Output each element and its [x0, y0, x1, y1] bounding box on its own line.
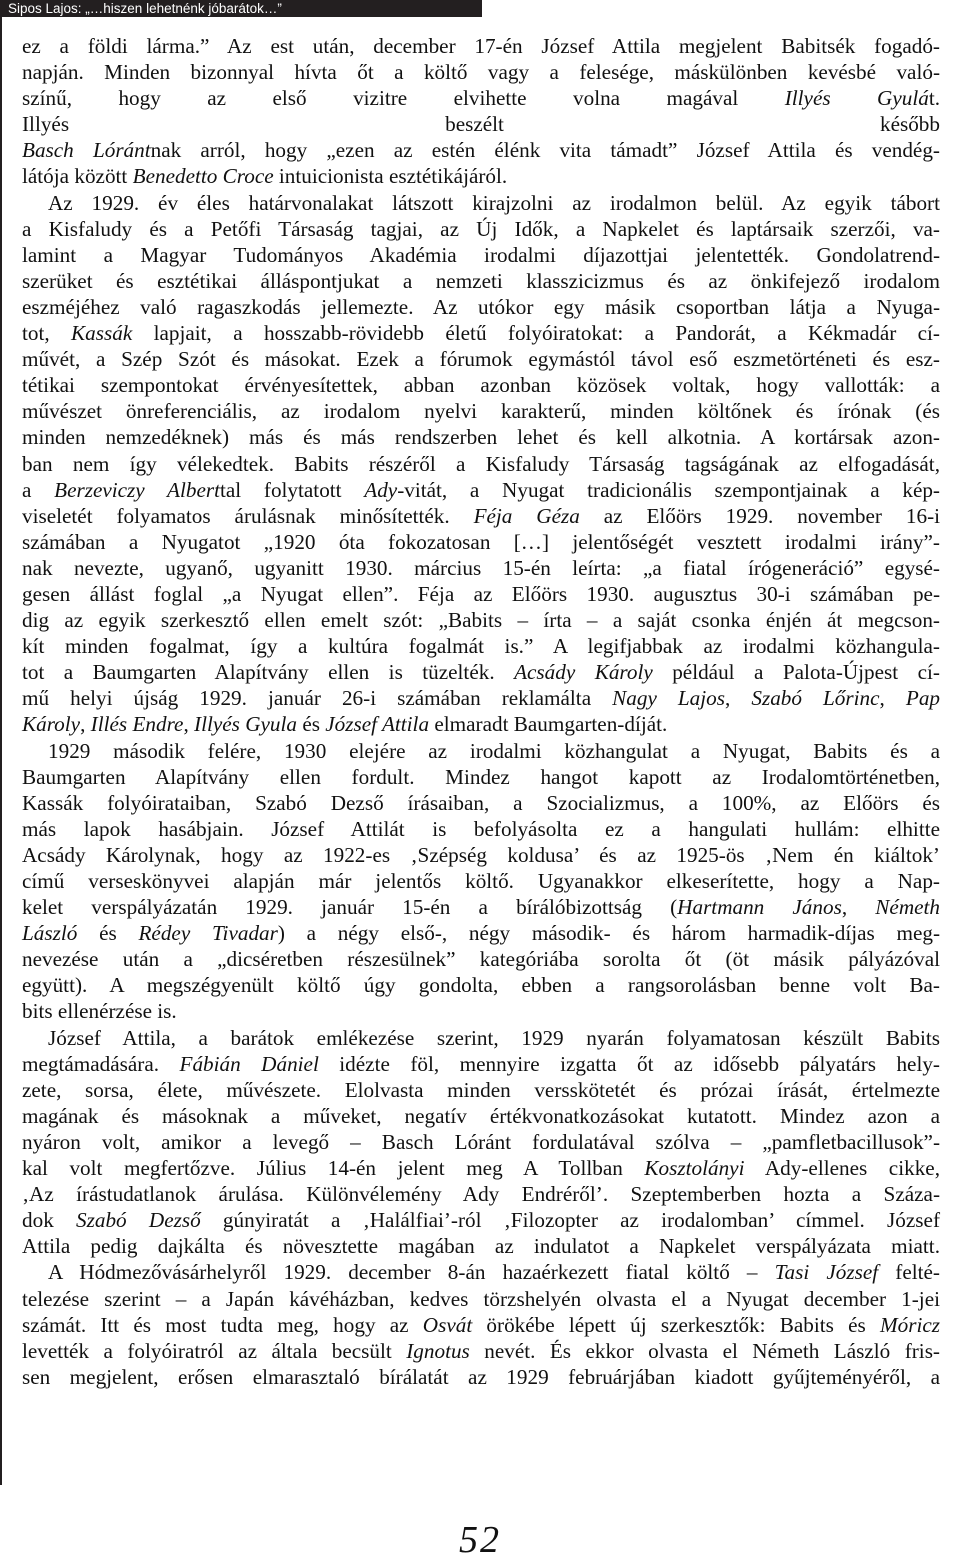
- text-line: [22, 764, 940, 790]
- italic-text-run: Szabó Lőrinc: [751, 686, 880, 711]
- text-line: [22, 998, 940, 1024]
- text-run: nak nevezte, ugyanő, ugyanitt 1930. március 15-én leírta: „a fiatal írógeneráció” egysé-: [22, 555, 940, 580]
- italic-text-run: Rédey Tivadar: [138, 921, 278, 946]
- text-line: [22, 294, 940, 320]
- text-run: levették a folyóiratról az általa becsült: [22, 1338, 407, 1363]
- text-run: Acsády Károlynak, hogy az 1922-es ‚Szépség koldusa’ és az 1925-ös ‚Nem én kiáltok’: [22, 842, 940, 867]
- text-line: [22, 1025, 940, 1051]
- text-run: számát. Itt és most tudta meg, hogy az: [22, 1312, 423, 1337]
- text-run: színű, hogy az első vizitre elvihette volna magával: [22, 86, 785, 111]
- text-line: [22, 1077, 940, 1103]
- text-line: [22, 1103, 940, 1129]
- text-run: nak arról, hogy „ezen az estén élénk vita támadt” József Attila és vendég-: [150, 138, 940, 163]
- text-line: [22, 1129, 940, 1155]
- text-line: [22, 790, 940, 816]
- text-line: [22, 738, 940, 764]
- text-run: nyáron volt, amikor a levegő – Basch Lóránt fordulatával szólva – „pamfletbacillusok”-: [22, 1129, 940, 1154]
- italic-text-run: Féja Géza: [473, 503, 580, 528]
- text-run: nevezése után a „dicséretben részesülnek” kategóriába sorolta őt (öt másik pályázóval: [22, 947, 940, 972]
- text-run: kelet verspályázatán 1929. január 15-én a bírálóbizottság (: [22, 895, 678, 920]
- body-text: [22, 33, 940, 1390]
- text-run: tal folytatott: [220, 477, 365, 502]
- text-line: [22, 972, 940, 998]
- text-line: [22, 555, 940, 581]
- text-line: [22, 1207, 940, 1233]
- italic-text-run: Tasi József: [774, 1260, 879, 1285]
- text-line: [22, 346, 940, 372]
- italic-text-run: Fábián Dániel: [179, 1051, 319, 1076]
- text-run: szerüket és esztétikai álláspontjukat a nemzeti klasszicizmus és az önkifejező irodalom: [22, 268, 940, 293]
- text-run: gesen állást foglal „a Nyugat ellen”. Féja az Előörs 1930. augusztus 30-i számában pe-: [22, 581, 940, 606]
- italic-text-run: Szabó Dezső: [76, 1208, 201, 1233]
- text-run: napján. Minden bizonnyal hívta őt a költő vagy a felesége, máskülönben kevésbé való-: [22, 60, 940, 85]
- text-line: [22, 190, 940, 216]
- text-run: ,: [725, 686, 752, 711]
- text-run: című verseskönyvei alapján már jelentős költő. Ugyanakkor elkeserítette, hogy a Nap-: [22, 869, 940, 893]
- text-run: és: [297, 712, 326, 737]
- text-line: [22, 685, 940, 711]
- text-line: [22, 372, 940, 398]
- text-run: művét, a Szép Szót és másokat. Ezek a fórumok egymástól távol eső eszmetörténeti és esz-: [22, 347, 940, 372]
- italic-text-run: László: [22, 921, 78, 946]
- italic-text-run: Ignotus: [406, 1338, 470, 1363]
- text-run: művészet önreferenciális, az irodalom nyelvi karakterű, minden költőnek és írónak (és: [22, 399, 940, 424]
- text-run: dok: [22, 1208, 77, 1233]
- text-line: [22, 946, 940, 972]
- text-run: bits ellenérzése is.: [22, 999, 177, 1024]
- text-line: [22, 1181, 940, 1207]
- italic-text-run: Osvát: [422, 1312, 473, 1337]
- text-line: [22, 659, 940, 685]
- text-run: a Kisfaludy és a Petőfi Társaság tagjai, az Új Idők, a Napkelet és laptársaik szerzői, va-: [22, 216, 940, 241]
- text-run: együtt). A megszégyenült költő úgy gondolta, ebben a rangsorolásban benne volt Ba-: [22, 973, 940, 998]
- text-run: Illyés beszélt később: [22, 112, 940, 137]
- text-run: mű helyi újság 1929. január 26-i számában reklamálta: [22, 686, 613, 711]
- text-run: ,: [80, 712, 91, 737]
- text-run: tot a Baumgarten Alapítvány ellen is tüzelték.: [22, 660, 515, 685]
- text-run: ez a földi lárma.” Az est után, december 17-én József Attila megjelent Babitsék fogadó-: [22, 34, 940, 58]
- text-run: zete, sorsa, élete, művészete. Elolvasta minden versskötetét és prózai írását, értelmezte: [22, 1077, 940, 1102]
- italic-text-run: Illés Endre: [90, 712, 184, 737]
- italic-text-run: Benedetto Croce: [132, 164, 274, 189]
- text-line: [22, 33, 940, 59]
- text-run: lapjait, a hosszabb-rövidebb életű folyóiratokat: a Pandorát, a Kékmadár cí-: [132, 321, 940, 346]
- text-line: [22, 137, 940, 163]
- text-line: [22, 451, 940, 477]
- text-run: ,: [183, 712, 195, 737]
- page-left-rule: [0, 0, 2, 1485]
- italic-text-run: Pap: [905, 686, 941, 711]
- text-line: [22, 268, 940, 294]
- text-line: [22, 424, 940, 450]
- text-run: Ady-ellenes cikke,: [744, 1156, 940, 1181]
- italic-text-run: Illyés Gyula: [194, 712, 298, 737]
- text-line: [22, 242, 940, 268]
- text-run: idézte föl, mennyire izgatta őt az idősebb pályatárs hely-: [318, 1051, 940, 1076]
- text-run: nevét. És ekkor olvasta el Németh László fris-: [469, 1338, 940, 1363]
- text-line: [22, 1286, 940, 1312]
- text-line: [22, 1259, 940, 1285]
- text-line: [22, 920, 940, 946]
- text-run: látója között: [22, 164, 133, 189]
- text-line: [22, 529, 940, 555]
- text-line: [22, 216, 940, 242]
- text-line: [22, 633, 940, 659]
- text-run: Kassák folyóirataiban, Szabó Dezső írásaiban, a Szocializmus, a 100%, az Előörs és: [22, 790, 940, 815]
- text-line: [22, 163, 940, 189]
- text-run: intuicionista esztétikájáról.: [273, 164, 508, 189]
- text-run: ban nem így vélekedtek. Babits részéről a Kisfaludy Társaság tagságának az elfogadását,: [22, 451, 940, 476]
- text-line: [22, 503, 940, 529]
- text-run: ) a négy első-, négy második- és három harmadik-díjas meg-: [277, 921, 941, 946]
- text-run: -vitát, a Nyugat tradicionális szempontjainak a kép-: [397, 477, 940, 502]
- italic-text-run: Nagy Lajos: [612, 686, 726, 711]
- text-line: [22, 1312, 940, 1338]
- text-line: [22, 711, 940, 737]
- text-run: elmaradt Baumgarten-díját.: [429, 712, 668, 737]
- text-run: telezése szerint – a Japán kávéházban, kedves törzshelyén olvasta el a Nyugat december 1-jei: [22, 1286, 940, 1311]
- italic-text-run: Kassák: [71, 321, 133, 346]
- text-line: [22, 59, 940, 85]
- italic-text-run: Illyés Gyulá: [784, 86, 929, 111]
- text-line: [22, 1155, 940, 1181]
- text-run: Az 1929. év éles határvonalakat látszott kirajzolni az irodalmon belül. Az egyik tábort: [48, 190, 940, 215]
- text-line: [22, 1051, 940, 1077]
- text-run: magának és másoknak a műveket, negatív értékvonatkozásokat kutatott. Mindez azon a: [22, 1103, 940, 1128]
- text-run: az Előörs 1929. november 16-i: [579, 503, 941, 528]
- text-run: ,: [879, 686, 906, 711]
- text-line: [22, 477, 940, 503]
- text-line: [22, 85, 940, 111]
- text-run: kít minden fogalmat, így a kultúra fogalmát is.” A legifjabbak az irodalmi közhangula-: [22, 634, 940, 659]
- text-line: [22, 320, 940, 346]
- text-line: [22, 894, 940, 920]
- text-run: és: [77, 921, 139, 946]
- text-run: megtámadására.: [22, 1051, 180, 1076]
- text-run: 1929 második felére, 1930 elejére az irodalmi közhangulat a Nyugat, Babits és a: [48, 738, 940, 763]
- text-run: a: [22, 477, 55, 502]
- text-run: sen megjelent, erősen elmarasztaló bírálatát az 1929 februárjában kiadott gyűjteményéről, a: [22, 1364, 940, 1389]
- text-run: tot,: [22, 321, 72, 346]
- italic-text-run: Németh: [875, 895, 941, 920]
- text-run: viseletét folyamatos árulásnak minősítették.: [22, 503, 474, 528]
- text-run: ‚Az írástudatlanok árulása. Különvélemény Ady Endréről’. Szeptemberben hozta a Száza-: [22, 1182, 940, 1207]
- text-run: ,: [841, 895, 876, 920]
- text-run: dig az egyik szerkesztő ellen emelt szót: „Babits – írta – a saját csonka énjén át megcson-: [22, 608, 940, 633]
- text-run: más lapok hasábjain. József Attilát is befolyásolta ez a hangulati hullám: elhitte: [22, 816, 940, 841]
- text-run: például a Palota-Újpest cí-: [652, 660, 940, 685]
- italic-text-run: Kosztolányi: [644, 1156, 745, 1181]
- text-line: [22, 111, 940, 137]
- text-line: [22, 816, 940, 842]
- text-line: [22, 868, 940, 894]
- text-line: [22, 1233, 940, 1259]
- page-number: 52: [459, 1519, 501, 1561]
- text-run: t.: [928, 86, 941, 111]
- text-line: [22, 1364, 940, 1390]
- italic-text-run: József Attila: [325, 712, 430, 737]
- text-line: [22, 607, 940, 633]
- text-run: kal volt megfertőzve. Július 14-én jelent meg A Tollban: [22, 1156, 645, 1181]
- text-run: A Hódmezővásárhelyről 1929. december 8-án hazaérkezett fiatal költő –: [48, 1260, 775, 1285]
- text-run: gúnyiratát a ‚Halálfiai’-ról ‚Filozopter az irodalomban’ címmel. József: [200, 1208, 941, 1233]
- text-line: [22, 398, 940, 424]
- text-run: számában a Nyugatot „1920 óta fokozatosan […] jelentőségét vesztett irodalmi irány”-: [22, 529, 940, 554]
- text-run: minden nemzedéknek) más és más rendszerben lehet és kell alkotnia. A kortársak azon-: [22, 425, 940, 450]
- italic-text-run: Acsády Károly: [514, 660, 653, 685]
- text-run: felté-: [878, 1260, 940, 1285]
- text-run: Attila pedig dajkálta és növesztette magában az indulatot a Napkelet verspályázata miatt.: [22, 1234, 940, 1259]
- italic-text-run: Ady: [364, 477, 398, 502]
- text-run: Baumgarten Alapítvány ellen fordult. Mindez hangot kapott az Irodalomtörténetben,: [22, 764, 940, 789]
- italic-text-run: Berzeviczy Albert: [54, 477, 220, 502]
- italic-text-run: Hartmann János: [677, 895, 842, 920]
- text-run: lamint a Magyar Tudományos Akadémia irodalmi díjazottjai jelentették. Gondolatrend-: [22, 242, 940, 267]
- text-run: tétikai szempontokat érvényesítettek, abban azonban közösek voltak, hogy vallották: a: [22, 373, 940, 398]
- text-run: örökébe lépett új szerkesztők: Babits és: [472, 1312, 880, 1337]
- text-line: [22, 842, 940, 868]
- italic-text-run: Basch Lóránt: [22, 138, 151, 163]
- running-header: Sipos Lajos: „…hiszen lehetnénk jóbarátok…”: [2, 0, 482, 17]
- text-run: József Attila, a barátok emlékezése szerint, 1929 nyarán folyamatosan készült Babits: [48, 1025, 940, 1050]
- text-line: [22, 1338, 940, 1364]
- italic-text-run: Károly: [22, 712, 81, 737]
- text-run: eszméjéhez való ragaszkodás jellemezte. Az utókor egy másik csoportban látja a Nyuga-: [22, 294, 940, 319]
- text-line: [22, 581, 940, 607]
- italic-text-run: Móricz: [879, 1312, 940, 1337]
